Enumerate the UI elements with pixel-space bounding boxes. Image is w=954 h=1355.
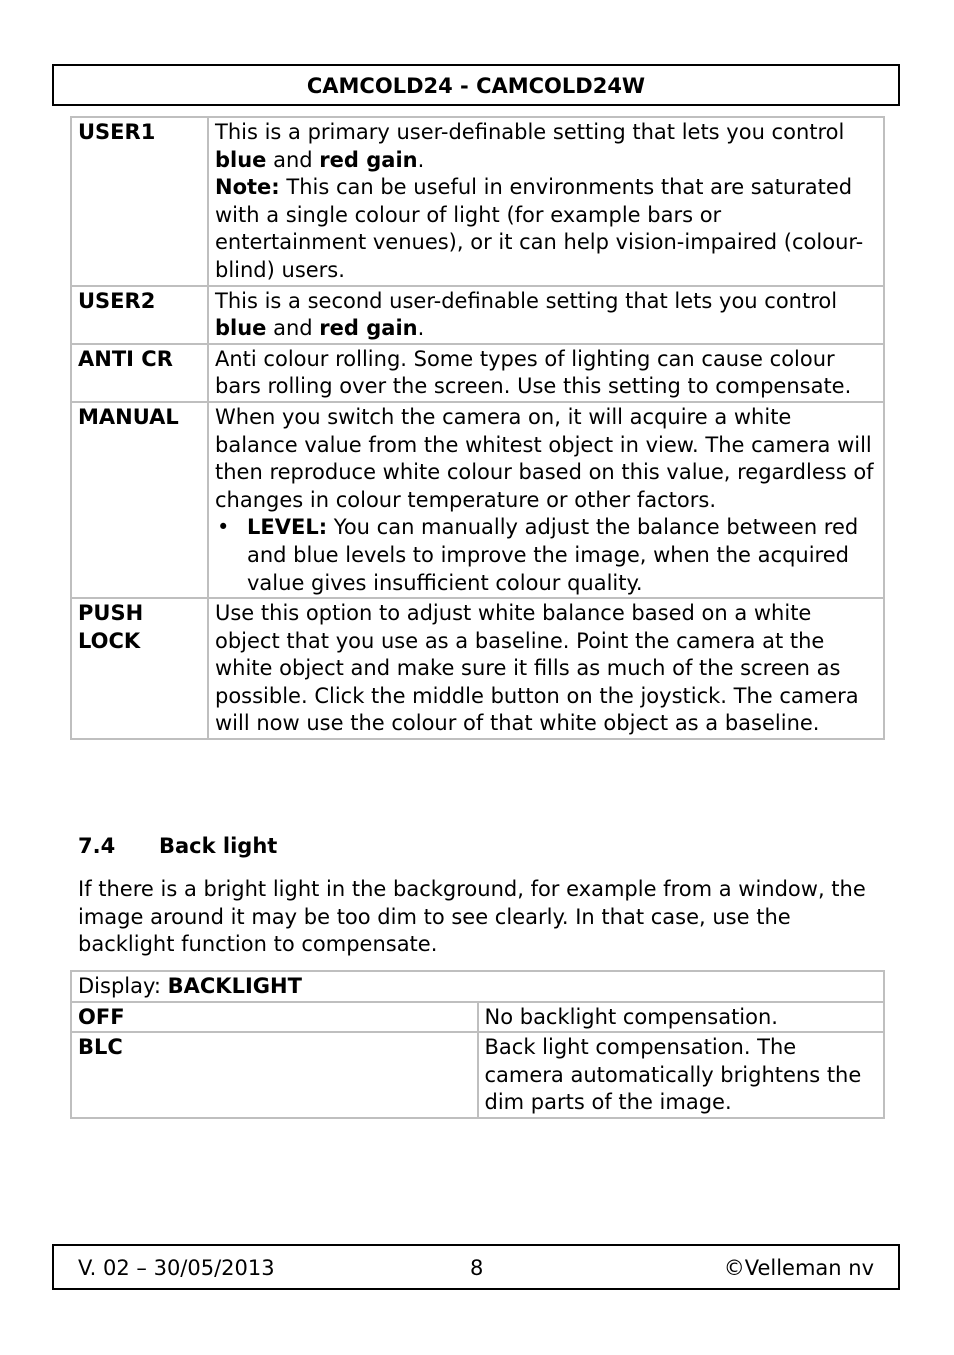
table-row (71, 1002, 884, 1033)
setting-description: Back light compensation. The camera automatically brightens the dim parts of the image. (478, 1032, 885, 1118)
setting-description: Use this option to adjust white balance based on a white object that you use as a baseline. Point the camera at the white object and make sure it fills as much of the screen as possible. Click the middle button on the joystick. The camera will now use the colour of that white object as a baseline. (208, 598, 884, 739)
description-text: and (266, 147, 320, 172)
setting-description: Anti colour rolling. Some types of lighting can cause colour bars rolling over the screen. Use this setting to compensate. (208, 344, 884, 402)
setting-description: No backlight compensation. (478, 1002, 885, 1033)
setting-description (208, 402, 884, 598)
note-label: Note: (215, 175, 280, 200)
table-row (71, 598, 884, 739)
table-row (71, 117, 884, 286)
table-row (71, 1032, 884, 1118)
header-title: CAMCOLD24 - CAMCOLD24W (306, 74, 646, 98)
page-footer (52, 1244, 900, 1290)
section-title: Back light (159, 834, 278, 858)
emphasis-text: blue (215, 147, 267, 172)
display-value: BACKLIGHT (167, 974, 302, 998)
description-text: This is a primary user-definable setting that lets you control (215, 120, 845, 144)
table-row (71, 286, 884, 344)
footer-page-number: 8 (470, 1256, 484, 1280)
bullet-list (215, 514, 877, 597)
setting-key (71, 598, 208, 739)
table-row (71, 402, 884, 598)
setting-key: BLC (71, 1032, 478, 1118)
list-item (247, 514, 877, 597)
setting-key: MANUAL (71, 402, 208, 598)
emphasis-text: red gain (319, 147, 418, 172)
table-header-row (71, 971, 884, 1002)
section-heading (78, 834, 277, 858)
description-text: When you switch the camera on, it will acquire a white balance value from the whitest object in view. The camera will then reproduce white colour based on this value, regardless of changes in colour temperature or other factors. (215, 404, 874, 512)
section-number: 7.4 (78, 834, 116, 858)
emphasis-text: blue (215, 316, 267, 341)
setting-description (208, 117, 884, 286)
page-header (52, 64, 900, 106)
key-line: PUSH (78, 601, 144, 626)
description-text: This is a second user-definable setting that lets you control (215, 288, 838, 313)
display-label: Display: (78, 974, 168, 998)
display-cell (71, 971, 884, 1002)
bullet-text: You can manually adjust the balance between red and blue levels to improve the image, when the acquired value gives insufficient colour quality. (247, 515, 859, 595)
section-paragraph: If there is a bright light in the background, for example from a window, the image around it may be too dim to see clearly. In that case, use the backlight function to compensate. (78, 877, 866, 957)
description-text: . (417, 147, 425, 172)
setting-description (208, 286, 884, 344)
setting-key: OFF (71, 1002, 478, 1033)
description-text: and (266, 316, 320, 341)
emphasis-text: red gain (319, 316, 418, 341)
settings-table (70, 116, 885, 740)
backlight-table (70, 970, 885, 1119)
footer-copyright: ©Velleman nv (723, 1256, 874, 1280)
setting-key: USER1 (71, 117, 208, 286)
footer-version: V. 02 – 30/05/2013 (78, 1256, 275, 1280)
note-text: This can be useful in environments that are saturated with a single colour of light (for example bars or entertainment venues), or it can help vision-impaired (colour-blind) users. (215, 175, 864, 282)
setting-key: USER2 (71, 286, 208, 344)
description-text: . (417, 316, 425, 341)
table-row (71, 344, 884, 402)
key-line: LOCK (78, 628, 141, 653)
bullet-label: LEVEL: (247, 515, 328, 540)
setting-key: ANTI CR (71, 344, 208, 402)
